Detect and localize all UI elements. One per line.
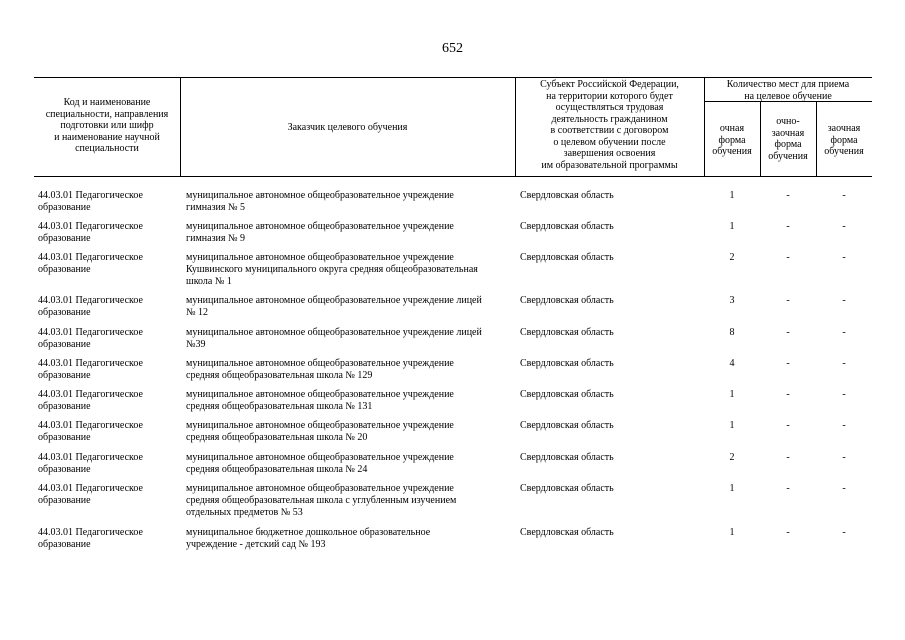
full-time-cell: 1 — [729, 221, 735, 232]
code-line: образование — [38, 495, 91, 506]
part-time-cell: - — [786, 190, 790, 201]
part-time-cell: - — [786, 420, 790, 431]
code-line: 44.03.01 Педагогическое — [38, 452, 143, 463]
part-time-cell: - — [786, 483, 790, 494]
part-time-cell: - — [786, 527, 790, 538]
part-time-cell: - — [786, 389, 790, 400]
code-cell — [38, 358, 178, 382]
code-line: образование — [38, 464, 91, 475]
code-line: 44.03.01 Педагогическое — [38, 389, 143, 400]
customer-line: средняя общеобразовательная школа № 24 — [186, 464, 368, 475]
code-line: 44.03.01 Педагогическое — [38, 190, 143, 201]
code-cell — [38, 420, 178, 444]
region-cell: Свердловская область — [520, 420, 614, 431]
customer-line: средняя общеобразовательная школа № 129 — [186, 370, 373, 381]
code-cell — [38, 295, 178, 319]
part-time-cell: - — [786, 252, 790, 263]
region-cell: Свердловская область — [520, 358, 614, 369]
code-line: образование — [38, 401, 91, 412]
code-line: образование — [38, 202, 91, 213]
distance-cell: - — [842, 252, 846, 263]
code-line: 44.03.01 Педагогическое — [38, 295, 143, 306]
full-time-cell: 1 — [729, 190, 735, 201]
code-cell — [38, 389, 178, 413]
distance-cell: - — [842, 358, 846, 369]
region-cell: Свердловская область — [520, 252, 614, 263]
part-time-cell: - — [786, 358, 790, 369]
full-time-cell: 1 — [729, 389, 735, 400]
region-cell: Свердловская область — [520, 190, 614, 201]
customer-cell — [186, 221, 512, 245]
header-customer: Заказчик целевого обучения — [287, 122, 408, 133]
distance-cell: - — [842, 389, 846, 400]
header-subject: Субъект Российской Федерации, на территории которого будет осуществляться трудовая деятельность гражданином в соответствии с договором о целевом обучении после завершения освоения им образовательной программы — [540, 79, 679, 171]
code-cell — [38, 190, 178, 214]
header-full-time: очная форма обучения — [712, 123, 752, 157]
table-top-rule — [34, 77, 872, 78]
customer-line: Кушвинского муниципального округа средняя общеобразовательная — [186, 264, 478, 275]
customer-line: средняя общеобразовательная школа № 131 — [186, 401, 373, 412]
region-cell: Свердловская область — [520, 389, 614, 400]
part-time-cell: - — [786, 452, 790, 463]
full-time-cell: 4 — [729, 358, 735, 369]
customer-line: муниципальное автономное общеобразовательное учреждение — [186, 452, 454, 463]
header-places: Количество мест для приема на целевое обучение — [726, 79, 850, 102]
customer-line: муниципальное автономное общеобразовательное учреждение — [186, 420, 454, 431]
code-cell — [38, 327, 178, 351]
code-line: образование — [38, 370, 91, 381]
customer-cell — [186, 452, 512, 476]
page-number: 652 — [442, 41, 463, 56]
customer-cell — [186, 295, 512, 319]
full-time-cell: 1 — [729, 527, 735, 538]
distance-cell: - — [842, 483, 846, 494]
customer-line: муниципальное автономное общеобразовательное учреждение лицей — [186, 295, 482, 306]
code-cell — [38, 483, 178, 507]
code-line: 44.03.01 Педагогическое — [38, 358, 143, 369]
customer-cell — [186, 389, 512, 413]
customer-line: № 12 — [186, 307, 209, 318]
header-distance: заочная форма обучения — [824, 123, 864, 157]
customer-line: муниципальное автономное общеобразовательное учреждение — [186, 389, 454, 400]
customer-line: №39 — [186, 339, 206, 350]
customer-line: отдельных предметов № 53 — [186, 507, 303, 518]
customer-cell — [186, 190, 512, 214]
customer-cell — [186, 527, 512, 551]
customer-line: учреждение - детский сад № 193 — [186, 539, 326, 550]
customer-cell — [186, 483, 512, 519]
customer-line: гимназия № 9 — [186, 233, 246, 244]
code-cell — [38, 221, 178, 245]
region-cell: Свердловская область — [520, 327, 614, 338]
code-line: 44.03.01 Педагогическое — [38, 252, 143, 263]
customer-cell — [186, 252, 512, 288]
table-header-bottom-rule — [34, 176, 872, 177]
code-line: образование — [38, 307, 91, 318]
region-cell: Свердловская область — [520, 221, 614, 232]
code-line: образование — [38, 264, 91, 275]
code-cell — [38, 452, 178, 476]
distance-cell: - — [842, 527, 846, 538]
distance-cell: - — [842, 221, 846, 232]
region-cell: Свердловская область — [520, 527, 614, 538]
code-line: образование — [38, 432, 91, 443]
full-time-cell: 1 — [729, 483, 735, 494]
code-line: 44.03.01 Педагогическое — [38, 327, 143, 338]
code-line: образование — [38, 539, 91, 550]
customer-line: муниципальное автономное общеобразовательное учреждение — [186, 358, 454, 369]
distance-cell: - — [842, 190, 846, 201]
code-cell — [38, 527, 178, 551]
code-line: образование — [38, 233, 91, 244]
full-time-cell: 2 — [729, 252, 735, 263]
customer-cell — [186, 420, 512, 444]
distance-cell: - — [842, 452, 846, 463]
region-cell: Свердловская область — [520, 452, 614, 463]
distance-cell: - — [842, 295, 846, 306]
region-cell: Свердловская область — [520, 483, 614, 494]
customer-line: средняя общеобразовательная школа с углубленным изучением — [186, 495, 457, 506]
customer-cell — [186, 358, 512, 382]
full-time-cell: 1 — [729, 420, 735, 431]
distance-cell: - — [842, 327, 846, 338]
region-cell: Свердловская область — [520, 295, 614, 306]
customer-line: муниципальное автономное общеобразовательное учреждение лицей — [186, 327, 482, 338]
code-line: 44.03.01 Педагогическое — [38, 221, 143, 232]
full-time-cell: 2 — [729, 452, 735, 463]
part-time-cell: - — [786, 327, 790, 338]
part-time-cell: - — [786, 221, 790, 232]
customer-line: муниципальное автономное общеобразовательное учреждение — [186, 221, 454, 232]
customer-line: муниципальное автономное общеобразовательное учреждение — [186, 252, 454, 263]
code-line: 44.03.01 Педагогическое — [38, 527, 143, 538]
distance-cell: - — [842, 420, 846, 431]
customer-cell — [186, 327, 512, 351]
code-line: 44.03.01 Педагогическое — [38, 483, 143, 494]
customer-line: муниципальное автономное общеобразовательное учреждение — [186, 190, 454, 201]
customer-line: гимназия № 5 — [186, 202, 246, 213]
code-line: 44.03.01 Педагогическое — [38, 420, 143, 431]
full-time-cell: 3 — [729, 295, 735, 306]
header-code: Код и наименование специальности, направления подготовки или шифр и наименование научной специальности — [45, 97, 169, 154]
customer-line: муниципальное автономное общеобразовательное учреждение — [186, 483, 454, 494]
code-line: образование — [38, 339, 91, 350]
full-time-cell: 8 — [729, 327, 735, 338]
part-time-cell: - — [786, 295, 790, 306]
customer-line: муниципальное бюджетное дошкольное образовательное — [186, 527, 431, 538]
code-cell — [38, 252, 178, 276]
customer-line: средняя общеобразовательная школа № 20 — [186, 432, 368, 443]
customer-line: школа № 1 — [186, 276, 232, 287]
header-part-time: очно- заочная форма обучения — [768, 116, 808, 162]
